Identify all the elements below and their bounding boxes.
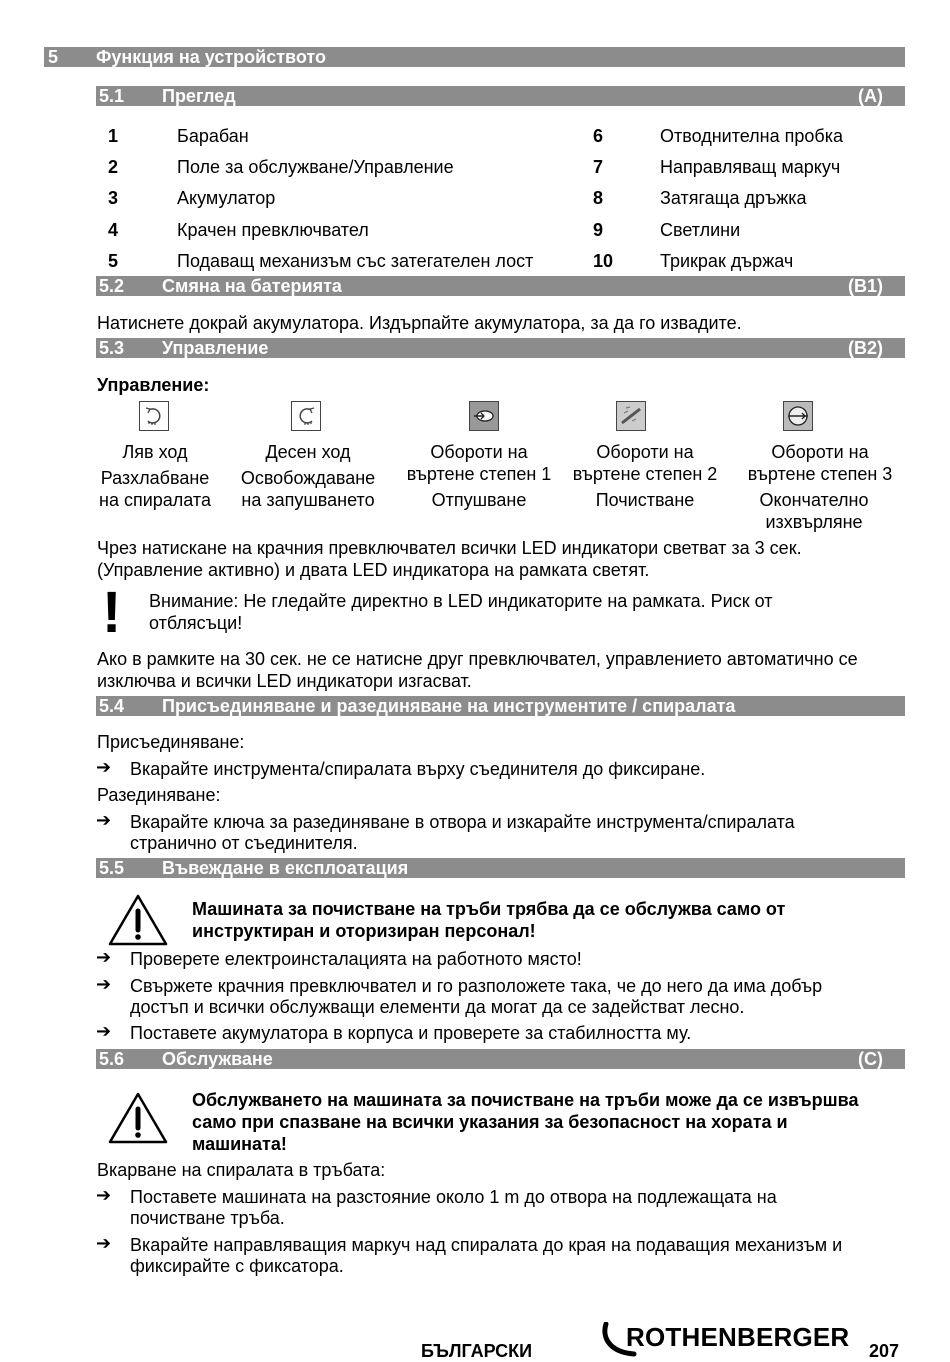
control-line: на спиралата — [99, 490, 211, 510]
arrow-icon: ➔ — [96, 1185, 112, 1205]
footer-language: БЪЛГАРСКИ — [421, 1341, 533, 1361]
page-number: 207 — [869, 1341, 900, 1361]
control-line: Почистване — [595, 490, 695, 510]
warning-text: инструктиран и оторизиран персонал! — [192, 921, 536, 941]
step-text: Вкарайте направляващия маркуч над спиралата до края на подаващия механизъм и — [130, 1235, 843, 1255]
step-text: почистване тръба. — [130, 1208, 285, 1228]
rotate-right-icon — [291, 401, 321, 431]
section-5-3-header — [96, 338, 905, 358]
section-title: Смяна на батерията — [162, 276, 342, 296]
step-text: Свържете крачния превключвател и го разположете така, че до него да има добър — [130, 976, 823, 996]
control-label — [399, 489, 559, 511]
attention-note: отблясъци! — [149, 613, 243, 633]
control-line: Обороти на — [596, 442, 694, 462]
item-label: Трикрак държач — [660, 251, 794, 271]
control-line: на запушването — [241, 490, 375, 510]
section-number: 5.2 — [99, 276, 125, 296]
control-label — [231, 467, 385, 489]
warning-triangle-icon — [107, 893, 169, 947]
speed-2-icon — [616, 401, 646, 431]
paragraph: Чрез натискане на крачния превключвател всички LED индикатори светват за 3 сек. — [97, 538, 802, 558]
control-label — [231, 489, 385, 511]
item-label: Отводнителна пробка — [660, 126, 843, 146]
step-text: Вкарайте ключа за разединяване в отвора и изкарайте инструмента/спиралата — [130, 812, 795, 832]
item-number: 4 — [108, 220, 119, 240]
item-label: Крачен превключвател — [177, 220, 369, 240]
speed-3-icon — [783, 401, 813, 431]
control-line: въртене степен 3 — [747, 464, 893, 484]
arrow-icon: ➔ — [96, 1021, 112, 1041]
control-line: Обороти на — [430, 442, 528, 462]
battery-text: Натиснете докрай акумулатора. Издърпайте акумулатора, за да го извадите. — [97, 313, 742, 333]
arrow-icon: ➔ — [96, 947, 112, 967]
speed-1-icon — [469, 401, 499, 431]
section-number: 5.3 — [99, 338, 125, 358]
control-line: въртене степен 1 — [406, 464, 552, 484]
figure-ref: (B2) — [848, 338, 883, 358]
section-title: Функция на устройството — [96, 47, 326, 67]
control-heading: Управление: — [97, 375, 210, 395]
control-line: Окончателно — [759, 490, 869, 510]
step-text: Поставете акумулатора в корпуса и проверете за стабилността му. — [130, 1023, 692, 1043]
step-text: Поставете машината на разстояние около 1 m до отвора на подлежащата на — [130, 1187, 777, 1207]
section-title: Обслужване — [162, 1049, 273, 1069]
section-5-6-header — [96, 1049, 905, 1069]
step-text: Вкарайте инструмента/спиралата върху съединителя до фиксиране. — [130, 759, 706, 779]
item-number: 6 — [593, 126, 604, 146]
item-label: Направляващ маркуч — [660, 157, 841, 177]
control-label — [399, 441, 559, 463]
item-label: Затягаща дръжка — [660, 188, 807, 208]
rotate-left-icon — [139, 401, 169, 431]
control-line: Ляв ход — [122, 442, 188, 462]
section-number: 5.4 — [99, 696, 125, 716]
step-text: достъп и всички обслужващи елементи да могат да се задействат лесно. — [130, 997, 745, 1017]
section-5-2-header — [96, 276, 905, 296]
control-label — [564, 489, 726, 511]
item-label: Светлини — [660, 220, 741, 240]
control-label — [740, 463, 900, 485]
section-title: Въвеждане в експлоатация — [162, 858, 409, 878]
item-number: 2 — [108, 157, 119, 177]
control-line: Освобождаване — [240, 468, 376, 488]
figure-ref: (B1) — [848, 276, 883, 296]
figure-ref: (C) — [858, 1049, 883, 1069]
control-line: изхвърляне — [765, 512, 863, 532]
item-number: 5 — [108, 251, 119, 271]
section-5-1-header — [96, 86, 905, 106]
item-label: Поле за обслужване/Управление — [177, 157, 454, 177]
section-number: 5.5 — [99, 858, 125, 878]
arrow-icon: ➔ — [96, 810, 112, 830]
item-number: 9 — [593, 220, 604, 240]
disconnect-label: Разединяване: — [97, 785, 221, 805]
step-text: фиксирайте с фиксатора. — [130, 1256, 344, 1276]
item-label: Барабан — [177, 126, 249, 146]
paragraph: изключва и всички LED индикатори изгасват. — [97, 671, 472, 691]
paragraph: Ако в рамките на 30 сек. не се натисне друг превключвател, управлението автоматично се — [97, 649, 858, 669]
warning-text: Машината за почистване на тръби трябва да се обслужва само от — [192, 899, 786, 919]
control-label — [740, 489, 888, 511]
step-text: Проверете електроинсталацията на работното място! — [130, 949, 582, 969]
item-label: Акумулатор — [177, 188, 276, 208]
attention-note: Внимание: Не гледайте директно в LED индикаторите на рамката. Риск от — [149, 591, 773, 611]
connect-label: Присъединяване: — [97, 732, 245, 752]
paragraph: (Управление активно) и двата LED индикатора на рамката светят. — [97, 560, 650, 580]
section-number: 5.6 — [99, 1049, 125, 1069]
brand-name: ROTHENBERGER — [626, 1322, 850, 1352]
intro-text: Вкарване на спиралата в тръбата: — [97, 1160, 386, 1180]
control-line: Отпушване — [431, 490, 527, 510]
figure-ref: (A) — [858, 86, 883, 106]
control-label — [399, 463, 559, 485]
control-label — [86, 467, 224, 489]
section-5-4-header — [96, 696, 905, 716]
control-label — [564, 463, 726, 485]
section-5-5-header — [96, 858, 905, 878]
warning-text: Обслужването на машината за почистване на тръби може да се извършва — [192, 1090, 859, 1110]
section-5-header — [44, 47, 905, 67]
control-label — [86, 441, 224, 463]
item-number: 3 — [108, 188, 119, 208]
control-label — [231, 441, 385, 463]
arrow-icon: ➔ — [96, 974, 112, 994]
section-title: Присъединяване и разединяване на инструментите / спиралата — [162, 696, 736, 716]
control-label — [740, 511, 888, 533]
section-number: 5 — [48, 47, 59, 67]
control-label — [564, 441, 726, 463]
item-number: 7 — [593, 157, 604, 177]
control-label — [740, 441, 900, 463]
warning-text: само при спазване на всички указания за безопасност на хората и — [192, 1112, 788, 1132]
section-number: 5.1 — [99, 86, 125, 106]
control-line: Обороти на — [771, 442, 869, 462]
arrow-icon: ➔ — [96, 1233, 112, 1253]
item-number: 1 — [108, 126, 119, 146]
exclamation-icon: ! — [102, 580, 122, 645]
step-text: странично от съединителя. — [130, 833, 358, 853]
section-title: Управление — [162, 338, 269, 358]
item-number: 8 — [593, 188, 604, 208]
arrow-icon: ➔ — [96, 757, 112, 777]
control-line: Разхлабване — [100, 468, 210, 488]
item-label: Подаващ механизъм със затегателен лост — [177, 251, 534, 271]
control-line: Десен ход — [265, 442, 351, 462]
section-title: Преглед — [162, 86, 236, 106]
control-label — [86, 489, 224, 511]
brand-logo — [600, 1322, 852, 1362]
warning-text: машината! — [192, 1134, 287, 1154]
item-number: 10 — [593, 251, 614, 271]
warning-triangle-icon — [107, 1091, 169, 1145]
control-line: въртене степен 2 — [572, 464, 718, 484]
